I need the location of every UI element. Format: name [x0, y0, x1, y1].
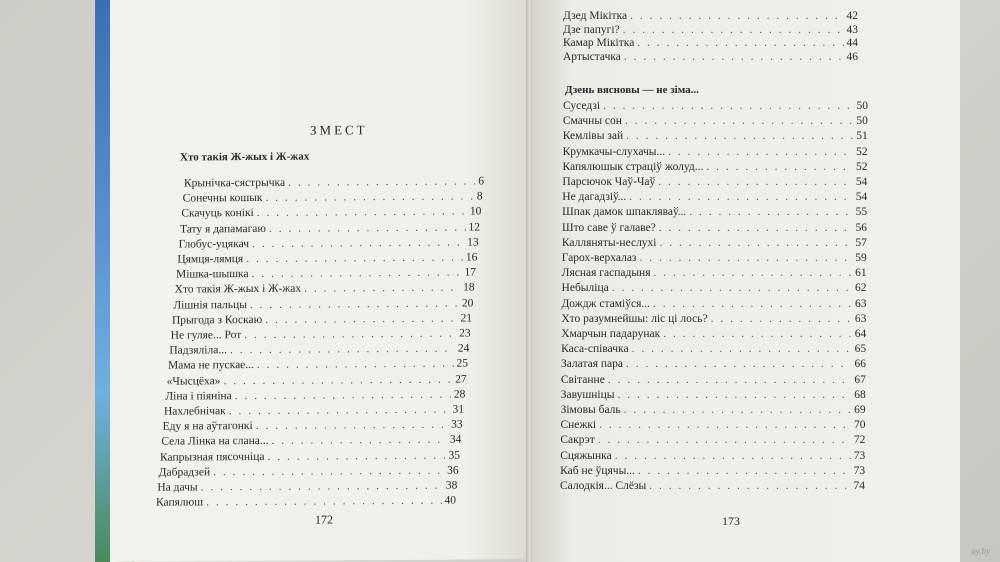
toc-entry — [560, 434, 865, 446]
toc-entry-page: 23 — [459, 327, 471, 340]
toc-entry-title: Зімовы баль — [560, 404, 621, 416]
toc-leader-dots — [626, 130, 853, 142]
toc-entry-page: 52 — [856, 145, 868, 158]
toc-entry — [563, 115, 868, 127]
toc-leader-dots — [639, 252, 852, 264]
toc-entry-page: 64 — [854, 328, 867, 340]
toc-entry — [562, 191, 867, 203]
toc-entry-page: 50 — [856, 100, 868, 112]
toc-leader-dots — [626, 358, 851, 370]
toc-leader-dots — [230, 343, 455, 357]
toc-entry — [561, 374, 866, 386]
toc-entry-title: Падзяліла... — [169, 344, 227, 357]
toc-entry-page: 59 — [855, 252, 867, 264]
toc-leader-dots — [206, 495, 441, 509]
toc-entry-page: 40 — [444, 494, 456, 507]
toc-entry — [176, 267, 476, 281]
toc-entry — [563, 100, 868, 112]
toc-entry-title: Прыгода з Коскаю — [172, 313, 263, 327]
toc-leader-dots — [624, 404, 851, 416]
toc-entry-title: Залатая пара — [560, 358, 624, 371]
toc-leader-dots — [624, 51, 844, 63]
toc-entry-title: Сцяжынка — [560, 449, 612, 462]
toc-entry — [562, 282, 867, 294]
toc-leader-dots — [668, 146, 853, 158]
toc-entry — [183, 191, 483, 205]
toc-entry — [169, 343, 469, 357]
toc-entry-title: Каб не ўцячы... — [560, 464, 635, 477]
toc-entry-title: Небыліца — [561, 282, 609, 295]
toc-entry-title: Снежкі — [560, 419, 597, 432]
toc-entry-page: 62 — [855, 282, 867, 295]
toc-leader-dots — [257, 358, 454, 371]
toc-leader-dots — [599, 419, 851, 431]
toc-entry-title: На дачы — [157, 481, 198, 494]
toc-entry — [561, 298, 866, 310]
toc-leader-dots — [256, 419, 448, 432]
toc-entry-page: 50 — [856, 115, 868, 128]
toc-entry — [165, 388, 465, 402]
toc-leader-dots — [625, 115, 853, 127]
toc-leader-dots — [630, 10, 843, 22]
toc-entry — [184, 175, 484, 189]
toc-entry-page: 54 — [855, 176, 868, 188]
toc-leader-dots — [266, 191, 474, 204]
toc-leader-dots — [201, 480, 443, 494]
toc-entry — [179, 236, 479, 250]
toc-leader-dots — [252, 267, 462, 280]
toc-entry — [563, 130, 868, 142]
toc-entry — [180, 221, 480, 235]
toc-leader-dots — [638, 465, 851, 477]
toc-entry — [563, 10, 858, 22]
toc-entry — [163, 419, 463, 433]
toc-leader-dots — [265, 312, 457, 325]
toc-leader-dots — [711, 313, 852, 325]
toc-entry — [563, 37, 858, 49]
toc-entry-page: 65 — [854, 343, 867, 356]
toc-entry-page: 12 — [468, 221, 480, 234]
toc-entry — [562, 252, 867, 264]
toc-entry — [563, 51, 858, 63]
toc-entry-title: Дзед Мікітка — [563, 10, 628, 22]
toc-entry-page: 57 — [855, 236, 867, 249]
toc-entry-page: 70 — [853, 419, 866, 432]
toc-leader-dots — [617, 389, 851, 401]
toc-leader-dots — [246, 252, 463, 266]
toc-leader-dots — [288, 175, 475, 188]
toc-entry — [181, 206, 481, 220]
toc-leader-dots — [252, 236, 464, 249]
toc-entry-title: Шпак дамок шпакляваў... — [562, 206, 687, 219]
toc-entry — [560, 450, 865, 462]
toc-entry — [560, 465, 865, 477]
toc-leader-dots — [654, 267, 853, 279]
toc-entry-page: 36 — [447, 464, 459, 477]
toc-entry-page: 74 — [853, 480, 865, 492]
toc-entry — [562, 176, 867, 188]
toc-entry — [168, 358, 468, 372]
right-page — [530, 0, 960, 562]
toc-entry — [561, 313, 866, 325]
toc-leader-dots — [213, 464, 444, 478]
toc-leader-dots — [235, 388, 451, 402]
toc-entry-title: Еду я на аўтагонкі — [162, 420, 253, 433]
toc-leader-dots — [649, 480, 850, 492]
toc-entry-title: Салодкія... Слёзы — [560, 480, 647, 492]
toc-entry-title: Дабрадзей — [158, 466, 211, 479]
toc-leader-dots — [660, 237, 853, 249]
toc-entry-title: Сонечны кошык — [182, 192, 263, 205]
toc-leader-dots — [598, 434, 851, 446]
toc-entry-title: Суседзі — [563, 100, 601, 112]
toc-entry-page: 69 — [854, 404, 866, 416]
left-page — [110, 0, 530, 562]
toc-leader-dots — [229, 404, 450, 418]
toc-entry — [172, 312, 472, 326]
toc-entry-page: 6 — [478, 175, 484, 188]
toc-leader-dots — [689, 206, 852, 218]
toc-leader-dots — [632, 343, 852, 355]
toc-entry-page: 54 — [855, 191, 868, 204]
toc-entry-title: Не гуляе... Рот — [170, 329, 242, 342]
toc-entry-page: 61 — [855, 267, 867, 280]
toc-entry-title: Мішка-шышка — [176, 268, 249, 281]
toc-entry — [160, 449, 460, 463]
toc-entry-title: Мама не пускае... — [168, 359, 254, 372]
toc-entry — [563, 146, 868, 158]
toc-entry-page: 38 — [445, 479, 458, 492]
toc-leader-dots — [223, 373, 452, 387]
toc-entry — [560, 480, 865, 492]
toc-entry-page: 21 — [460, 312, 472, 325]
toc-entry-title: Хмарчын падарунак — [561, 328, 661, 340]
page-number-left: 172 — [315, 512, 333, 527]
toc-entry-title: «Чысцёха» — [166, 374, 221, 388]
toc-entry-page: 31 — [452, 403, 464, 416]
toc-leader-dots — [623, 24, 844, 36]
toc-leader-dots — [244, 328, 456, 341]
toc-entry-title: Тату я дапамагаю — [180, 222, 266, 236]
toc-entry — [562, 222, 867, 234]
toc-entry-page: 44 — [846, 37, 858, 49]
toc-entry-title: Гарох-верхалаз — [561, 252, 637, 264]
toc-entry — [159, 464, 459, 478]
toc-leader-dots — [637, 37, 843, 49]
toc-entry — [177, 251, 477, 265]
toc-entry-title: Нахлебнічак — [164, 405, 226, 418]
toc-entry — [561, 389, 866, 401]
toc-entry — [563, 161, 868, 173]
toc-entry-page: 63 — [854, 297, 867, 310]
toc-entry-title: Каса-співачка — [561, 343, 629, 356]
toc-entry — [175, 282, 475, 296]
toc-entry-title: Сакрэт — [560, 434, 595, 447]
toc-entry-title: Што саве ў галаве? — [562, 221, 656, 234]
toc-entry-page: 51 — [856, 130, 868, 143]
toc-leader-dots — [603, 100, 853, 112]
toc-leader-dots — [269, 221, 466, 234]
toc-entry — [561, 343, 866, 355]
toc-leader-dots — [608, 374, 852, 386]
toc-entry-page: 56 — [855, 221, 868, 234]
toc-entry — [161, 434, 461, 448]
toc-entry-title: Дождж стаміўся... — [561, 297, 650, 310]
toc-entry-page: 68 — [854, 388, 866, 401]
toc-entry-title: Не дагадзіў... — [562, 191, 627, 204]
toc-entry-title: Лясная гаспадыня — [561, 267, 651, 280]
toc-entry-page: 63 — [854, 312, 867, 325]
toc-entry-page: 24 — [457, 342, 470, 355]
toc-leader-dots — [615, 450, 851, 462]
toc-entry-page: 34 — [449, 433, 462, 447]
toc-entry-title: Смачны сон — [562, 115, 622, 128]
toc-entry — [157, 480, 457, 494]
toc-entry-page: 17 — [464, 266, 476, 279]
toc-entry — [561, 328, 866, 340]
toc-leader-dots — [663, 328, 851, 340]
toc-entry-title: Парсючок Чаў-Чаў — [562, 176, 656, 188]
toc-leader-dots — [653, 298, 852, 310]
toc-entry — [167, 373, 467, 387]
toc-entry-title: Крынічка-сястрычка — [184, 176, 286, 190]
toc-entry-title: Ліна і піяніна — [165, 389, 232, 403]
toc-entry-page: 67 — [854, 373, 866, 386]
toc-entry-page: 10 — [469, 205, 482, 218]
toc-entry-page: 28 — [453, 388, 466, 401]
toc-entry-title: Глобус-уцякач — [178, 237, 250, 251]
toc-entry-title: Світанне — [560, 373, 605, 386]
toc-entry-page: 52 — [856, 160, 868, 173]
toc-leader-dots — [271, 434, 446, 447]
toc-entry-title: Артыстачка — [563, 50, 621, 63]
toc-entry-page: 27 — [455, 373, 467, 386]
toc-entry-page: 20 — [461, 297, 474, 310]
toc-leader-dots — [267, 449, 445, 462]
toc-leader-dots — [257, 206, 467, 219]
toc-entry — [562, 237, 867, 249]
toc-entry-title: Лішнія пальцы — [173, 298, 247, 312]
toc-entry — [561, 404, 866, 416]
toc-entry — [156, 495, 456, 509]
toc-entry-page: 13 — [467, 236, 479, 249]
toc-entry-page: 73 — [853, 449, 866, 462]
toc-entry-page: 33 — [451, 418, 463, 431]
toc-entry-title: Хто разумнейшы: ліс ці лось? — [561, 312, 708, 325]
toc-entry-page: 72 — [853, 434, 866, 447]
toc-leader-dots — [659, 222, 853, 234]
toc-entry-page: 35 — [448, 449, 460, 462]
watermark: ay.by — [971, 546, 990, 556]
toc-leader-dots — [304, 282, 460, 295]
toc-entry-title: Крумкачы-слухачы... — [562, 145, 666, 158]
contents-title: ЗМЕСТ — [310, 122, 368, 138]
toc-entry-title: Скачуць конікі — [181, 207, 254, 220]
toc-entry-title: Села Лінка на слана... — [161, 435, 269, 449]
toc-entry-title: Цямця-лямця — [177, 253, 244, 266]
toc-leader-dots — [658, 176, 853, 188]
toc-entry — [164, 404, 464, 418]
toc-entry — [562, 267, 867, 279]
toc-entry — [561, 358, 866, 370]
toc-entry — [173, 297, 473, 311]
toc-entry-page: 55 — [855, 206, 868, 219]
toc-leader-dots — [612, 282, 852, 294]
toc-entry-title: Завушніцы — [560, 388, 615, 401]
toc-entry-title: Хто такія Ж-жых і Ж-жах — [174, 283, 302, 296]
toc-entry-page: 66 — [854, 358, 866, 371]
toc-entry-page: 8 — [476, 190, 483, 203]
toc-leader-dots — [250, 297, 459, 310]
toc-entry — [171, 327, 471, 341]
toc-entry-title: Кемлівы зай — [562, 130, 624, 143]
toc-entry-title: Дзе папугі? — [563, 23, 620, 36]
toc-entry-title: Капялюшык страціў жолуд... — [562, 160, 704, 173]
toc-entry-page: 16 — [465, 251, 478, 264]
toc-entry-title: Капрызная пясочніца — [160, 450, 265, 464]
toc-entry — [563, 24, 858, 36]
toc-entry-page: 25 — [456, 357, 468, 370]
toc-entry-page: 18 — [463, 281, 475, 294]
toc-entry-page: 46 — [846, 50, 858, 63]
toc-entry-page: 42 — [846, 10, 858, 22]
section-heading-right: Дзень вясновы — не зіма... — [565, 84, 699, 96]
toc-leader-dots — [706, 161, 853, 173]
toc-entry — [560, 419, 865, 431]
toc-entry-title: Калляняты-неслухі — [561, 236, 657, 249]
toc-leader-dots — [629, 191, 852, 203]
toc-entry-page: 73 — [853, 464, 866, 477]
toc-entry-page: 43 — [846, 23, 858, 36]
toc-entry-title: Камар Мікітка — [563, 37, 635, 49]
section-heading-left: Хто такія Ж-жых і Ж-жах — [180, 150, 310, 164]
toc-entry-title: Капялюш — [156, 496, 204, 509]
page-number-right: 173 — [722, 514, 740, 528]
toc-entry — [562, 206, 867, 218]
